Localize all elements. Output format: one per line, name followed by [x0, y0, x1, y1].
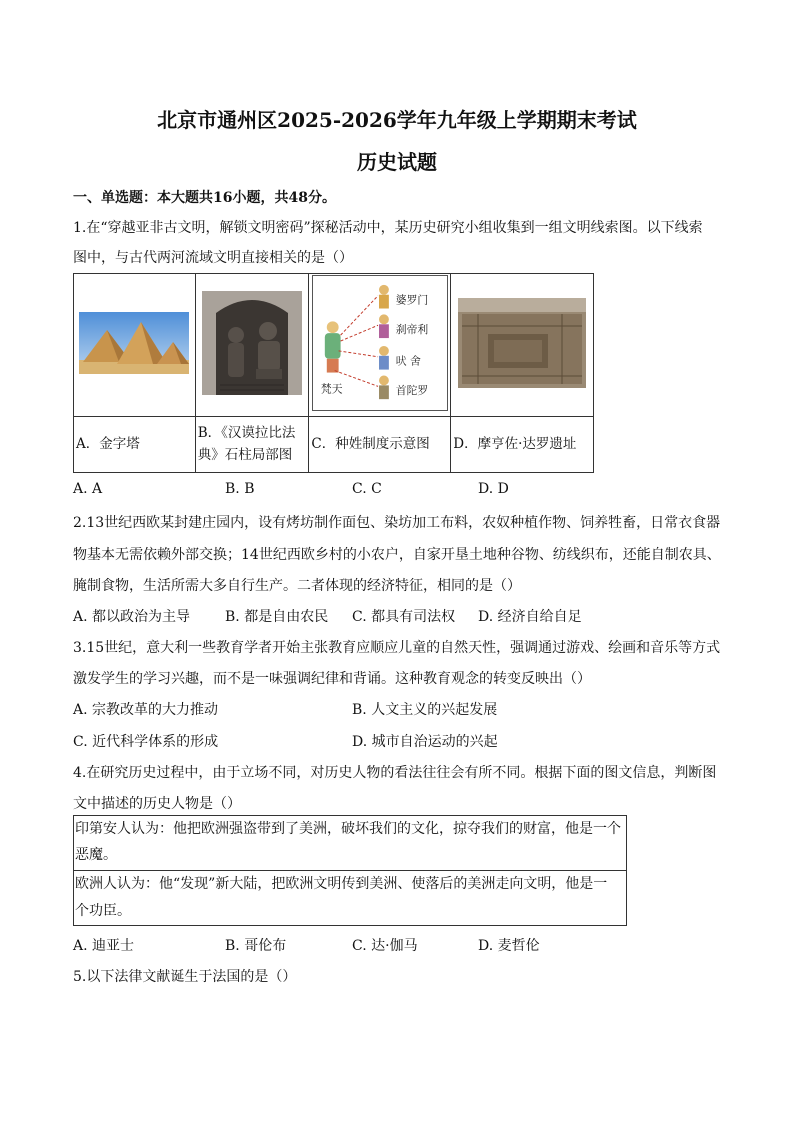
q4-option-c: C. 达·伽马 — [352, 938, 418, 954]
pyramid-image-cell — [74, 274, 196, 417]
caste-diagram-cell — [309, 274, 451, 417]
q3-option-c: C. 近代科学体系的形成 — [73, 734, 219, 750]
q4-quote-row-indian — [74, 816, 626, 871]
q3-option-d: D. 城市自治运动的兴起 — [352, 734, 498, 750]
brahma-figure-icon — [325, 321, 341, 372]
q2-option-a: A. 都以政治为主导 — [73, 609, 191, 625]
q4-option-b: B. 哥伦布 — [225, 938, 287, 954]
q1-caption-b: B．《汉谟拉比法 典》石柱局部图 — [195, 416, 309, 472]
q3-stem-line2: 激发学生的学习兴趣，而不是一味强调纪律和背诵。这种教育观念的转变反映出（） — [73, 671, 591, 687]
q4-quote1-line1: 印第安人认为：他把欧洲强盗带到了美洲，破坏我们的文化，掠夺我们的财富，他是一个 — [75, 821, 621, 837]
q4-option-a: A. 迪亚士 — [73, 938, 135, 954]
hammurabi-stele-cell — [195, 274, 309, 417]
q1-image-table — [73, 273, 594, 473]
hammurabi-stele-image — [202, 291, 302, 395]
caste-diagram-image — [312, 275, 448, 411]
q2-option-b: B. 都是自由农民 — [225, 609, 329, 625]
caste-label-brahma: 梵天 — [320, 382, 343, 396]
mohenjodaro-image-cell — [451, 274, 594, 417]
section-heading: 一、单选题：本大题共16小题，共48分。 — [73, 190, 336, 206]
q4-stem-line2: 文中描述的历史人物是（） — [73, 796, 241, 812]
q1-caption-d: D．摩亨佐·达罗遗址 — [451, 416, 594, 472]
q3-option-a: A. 宗教改革的大力推动 — [73, 702, 219, 718]
q1-stem-line2: 图中，与古代两河流域文明直接相关的是（） — [73, 250, 353, 266]
q5-stem-line1: 5.以下法律文献诞生于法国的是（） — [73, 969, 297, 985]
q4-option-d: D. 麦哲伦 — [478, 938, 540, 954]
q1-caption-c: C．种姓制度示意图 — [309, 416, 451, 472]
q4-quote1-line2: 恶魔。 — [75, 847, 117, 863]
caste-label-vaishya: 吠 舍 — [395, 354, 421, 368]
q2-stem-line1: 2.13世纪西欧某封建庄园内，设有烤坊制作面包、染坊加工布料，农奴种植作物、饲养牲畜，日常衣食器 — [73, 515, 721, 531]
q1-stem-line1: 1.在“穿越亚非古文明，解锁文明密码”探秘活动中，某历史研究小组收集到一组文明线索图。以下线索 — [73, 220, 703, 236]
q1-option-d: D. D — [478, 481, 509, 497]
exam-title: 北京市通州区2025-2026学年九年级上学期期末考试 — [157, 108, 637, 132]
q2-option-d: D. 经济自给自足 — [478, 609, 582, 625]
exam-subtitle: 历史试题 — [357, 150, 437, 174]
q4-stem-line1: 4.在研究历史过程中，由于立场不同，对历史人物的看法往往会有所不同。根据下面的图文信息，判断图 — [73, 765, 717, 781]
pyramid-image — [79, 312, 189, 374]
q2-option-c: C. 都具有司法权 — [352, 609, 456, 625]
caste-label-shudra: 首陀罗 — [395, 384, 429, 398]
q3-option-b: B. 人文主义的兴起发展 — [352, 702, 498, 718]
q1-option-b: B. B — [225, 481, 255, 497]
caste-label-kshatriya: 刹帝利 — [395, 322, 429, 336]
q4-quote-box — [73, 815, 627, 926]
q2-stem-line3: 腌制食物，生活所需大多自行生产。二者体现的经济特征，相同的是（） — [73, 578, 521, 594]
q4-quote2-line2: 个功臣。 — [75, 903, 131, 919]
q2-stem-line2: 物基本无需依赖外部交换；14世纪西欧乡村的小农户，自家开垦土地种谷物、纺线织布，还能自制农具、 — [73, 547, 721, 563]
q3-stem-line1: 3.15世纪，意大利一些教育学者开始主张教育应顺应儿童的自然天性，强调通过游戏、绘画和音乐等方式 — [73, 640, 721, 656]
caste-label-brahmin: 婆罗门 — [395, 293, 429, 307]
q1-caption-a: A．金字塔 — [74, 416, 196, 472]
mohenjodaro-ruins-image — [458, 298, 586, 388]
q1-option-a: A. A — [73, 481, 103, 497]
q4-quote2-line1: 欧洲人认为：他“发现”新大陆，把欧洲文明传到美洲、使落后的美洲走向文明，他是一 — [75, 876, 608, 892]
q1-option-c: C. C — [352, 481, 382, 497]
